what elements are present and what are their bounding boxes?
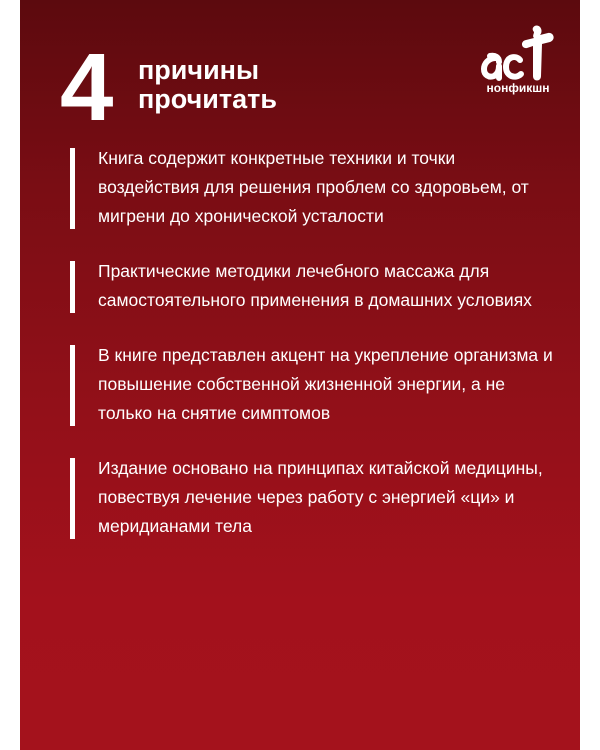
reasons-count: 4	[60, 34, 112, 141]
ast-nonfiction-logo	[478, 24, 560, 96]
list-item	[70, 257, 560, 315]
reason-accent-bar	[70, 148, 75, 229]
reason-text: Издание основано на принципах китайской медицины, повествуя лечение через работу с энергией «ци» и меридианами тела	[98, 458, 543, 536]
list-item	[70, 454, 560, 541]
reason-accent-bar	[70, 458, 75, 539]
list-item	[70, 341, 560, 428]
reason-text: В книге представлен акцент на укрепление организма и повышение собственной жизненной энергии, а не только на снятие симптомов	[98, 345, 553, 423]
book-promo-card	[20, 0, 580, 750]
reason-text: Практические методики лечебного массажа для самостоятельного применения в домашних условиях	[98, 261, 532, 310]
reason-text: Книга содержит конкретные техники и точки воздействия для решения проблем со здоровьем, от мигрени до хронической усталости	[98, 148, 529, 226]
svg-text:нонфикшн: нонфикшн	[486, 81, 550, 95]
title-line-1: причины	[138, 55, 260, 85]
list-item	[70, 144, 560, 231]
reason-accent-bar	[70, 261, 75, 313]
reasons-list	[70, 144, 560, 567]
title-line-2: прочитать	[138, 84, 277, 114]
reason-accent-bar	[70, 345, 75, 426]
page-title	[138, 56, 277, 114]
